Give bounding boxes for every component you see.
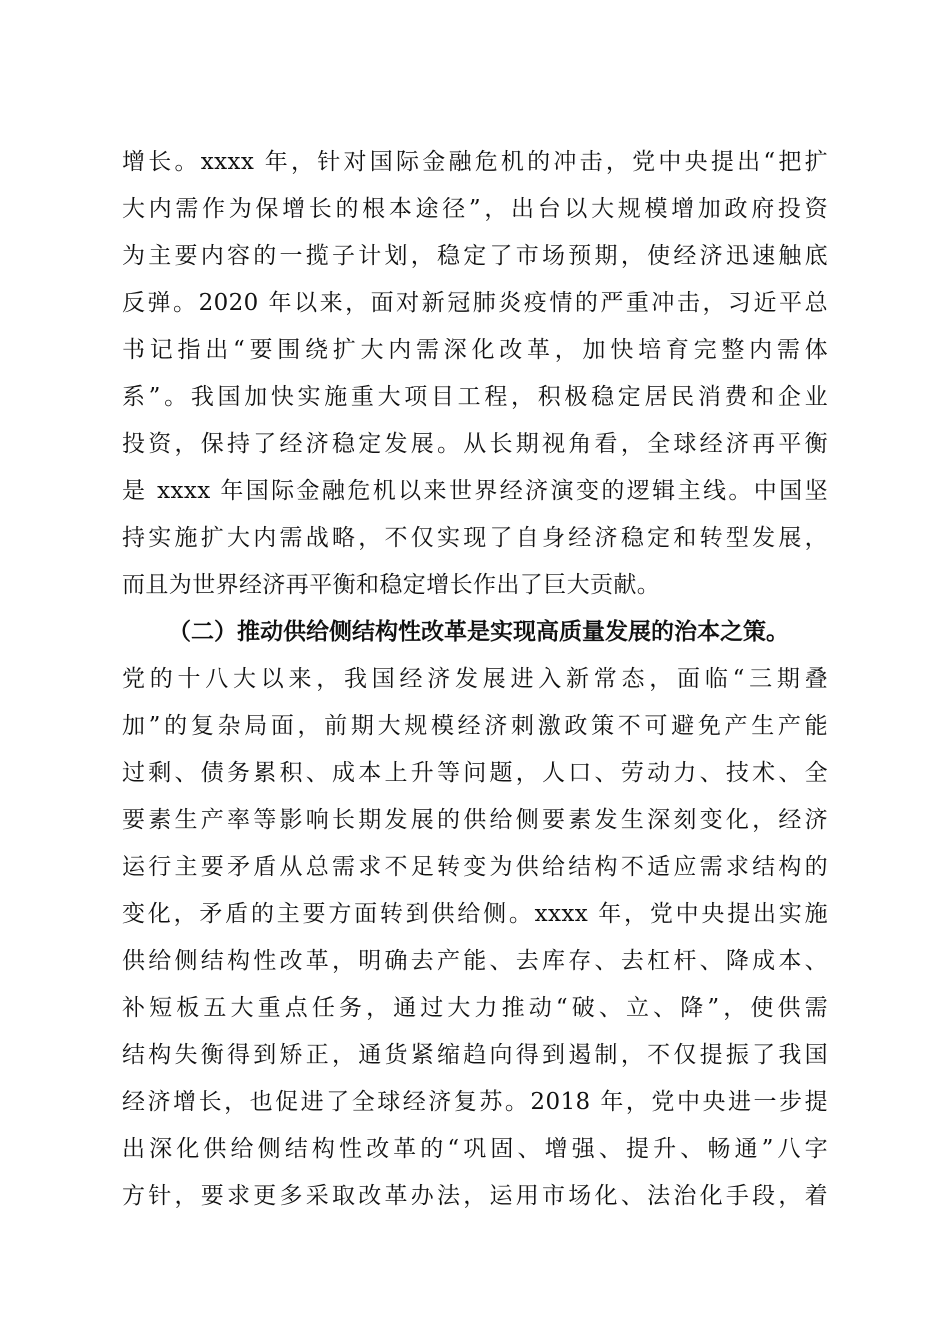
text-line: 系”。我国加快实施重大项目工程，积极稳定居民消费和企业 xyxy=(122,384,828,410)
text-line: 大内需作为保增长的根本途径”，出台以大规模增加政府投资 xyxy=(122,196,828,222)
text-line: 要素生产率等影响长期发展的供给侧要素发生深刻变化，经济 xyxy=(122,807,828,833)
text-line: 增长。xxxx 年，针对国际金融危机的冲击，党中央提出“把扩 xyxy=(122,149,828,175)
text-line: 经济增长，也促进了全球经济复苏。2018 年，党中央进一步提 xyxy=(122,1089,828,1115)
text-line: 加”的复杂局面，前期大规模经济刺激政策不可避免产生产能 xyxy=(122,713,828,739)
text-line: 供给侧结构性改革，明确去产能、去库存、去杠杆、降成本、 xyxy=(122,948,828,974)
text-line: 持实施扩大内需战略，不仅实现了自身经济稳定和转型发展， xyxy=(122,525,828,551)
text-line: 投资，保持了经济稳定发展。从长期视角看，全球经济再平衡 xyxy=(122,431,828,457)
text-line: 结构失衡得到矫正，通货紧缩趋向得到遏制，不仅提振了我国 xyxy=(122,1042,828,1068)
text-line: 为主要内容的一揽子计划，稳定了市场预期，使经济迅速触底 xyxy=(122,243,828,269)
text-line: 变化，矛盾的主要方面转到供给侧。xxxx 年，党中央提出实施 xyxy=(122,901,828,927)
text-line: 补短板五大重点任务，通过大力推动“破、立、降”，使供需 xyxy=(122,995,828,1021)
text-line: 党的十八大以来，我国经济发展进入新常态，面临“三期叠 xyxy=(122,666,828,692)
text-line: 是 xxxx 年国际金融危机以来世界经济演变的逻辑主线。中国坚 xyxy=(122,478,828,504)
text-line: 反弹。2020 年以来，面对新冠肺炎疫情的严重冲击，习近平总 xyxy=(122,290,828,316)
text-line: 运行主要矛盾从总需求不足转变为供给结构不适应需求结构的 xyxy=(122,854,828,880)
text-line: 方针，要求更多采取改革办法，运用市场化、法治化手段，着 xyxy=(122,1183,828,1209)
text-line: 出深化供给侧结构性改革的“巩固、增强、提升、畅通”八字 xyxy=(122,1136,828,1162)
section-heading: （二）推动供给侧结构性改革是实现高质量发展的治本之策。 xyxy=(168,618,789,645)
text-line: 书记指出“要围绕扩大内需深化改革，加快培育完整内需体 xyxy=(122,337,828,363)
text-line: 过剩、债务累积、成本上升等问题，人口、劳动力、技术、全 xyxy=(122,760,828,786)
text-line: 而且为世界经济再平衡和稳定增长作出了巨大贡献。 xyxy=(122,572,661,598)
